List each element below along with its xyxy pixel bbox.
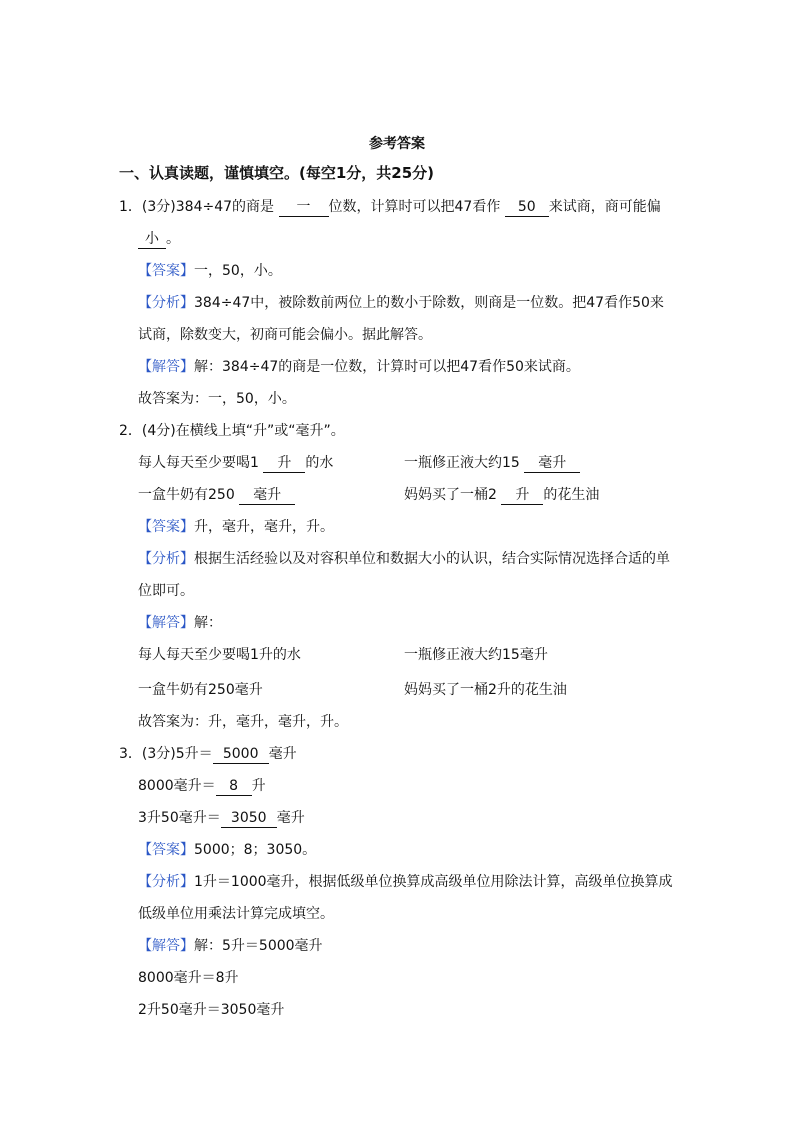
q2-blank: 升 [501,486,543,505]
q3-line [138,808,305,828]
q2-item-text: 的水 [305,455,334,471]
q2-score: (4分) [141,423,176,439]
q2-solution-item: 一盒牛奶有250毫升 [138,682,263,698]
q3-score: (3分) [141,746,176,762]
q3-text: 升 [251,778,266,794]
q1-blank-1: 一 [279,198,329,217]
q2-analysis [138,549,670,569]
q2-blank: 毫升 [239,486,295,505]
answer-tag: 【答案】 [138,263,194,279]
q2-item [404,453,580,473]
q3-analysis-text: 1升＝1000毫升，根据低级单位换算成高级单位用除法计算，高级单位换算成 [194,874,673,890]
q3-analysis [138,872,673,892]
q2-solution-item: 每人每天至少要喝1升的水 [138,647,301,663]
analysis-tag: 【分析】 [138,874,194,890]
q2-answer [138,517,334,537]
q3-line [138,776,266,796]
q1-number: 1． [119,199,142,215]
q1-stem [119,197,661,217]
answer-tag: 【答案】 [138,519,194,535]
q3-solution-line: 2升50毫升＝3050毫升 [138,1002,285,1018]
q1-analysis-text: 384÷47中，被除数前两位上的数小于除数，则商是一位数。把47看作50来 [194,295,664,311]
q2-conclusion: 故答案为：升，毫升，毫升，升。 [138,714,348,730]
q3-blank: 5000 [213,745,269,764]
q3-solution-text: 解：5升＝5000毫升 [194,938,323,954]
q1-text: 。 [166,231,180,247]
q3-stem [119,744,297,764]
q2-blank: 升 [263,454,305,473]
q2-solution [138,613,222,633]
q1-text: 来试商，商可能偏 [548,199,661,215]
solution-tag: 【解答】 [138,938,194,954]
q3-blank: 3050 [221,809,277,828]
q2-analysis-cont: 位即可。 [138,583,194,599]
q2-answer-text: 升，毫升，毫升，升。 [194,519,334,535]
q2-blank: 毫升 [524,454,580,473]
analysis-tag: 【分析】 [138,551,194,567]
q1-analysis-cont: 试商，除数变大，初商可能会偏小。据此解答。 [138,327,432,343]
q3-text: 5升＝ [175,746,213,762]
answer-tag: 【答案】 [138,842,194,858]
q2-solution-text: 解： [194,615,222,631]
q3-answer-text: 5000；8；3050。 [194,842,317,858]
q1-blank-2: 50 [505,198,549,217]
q2-analysis-text: 根据生活经验以及对容积单位和数据大小的认识，结合实际情况选择合适的单 [194,551,670,567]
q1-text: 位数，计算时可以把47看作 [328,199,501,215]
q1-text: 384÷47的商是 [175,199,275,215]
q3-blank: 8 [216,777,252,796]
q3-text: 8000毫升＝ [138,778,216,794]
q3-solution-line: 8000毫升＝8升 [138,970,239,986]
q2-item [138,453,333,473]
q1-score: (3分) [141,199,176,215]
solution-tag: 【解答】 [138,615,194,631]
q3-text: 毫升 [268,746,297,762]
q3-analysis-cont: 低级单位用乘法计算完成填空。 [138,906,334,922]
q1-solution [138,357,580,377]
q1-conclusion: 故答案为：一，50，小。 [138,391,296,407]
q2-item-text: 一盒牛奶有250 [138,487,235,503]
q3-answer [138,840,316,860]
q2-stem [119,421,345,441]
q2-solution-item: 一瓶修正液大约15毫升 [404,647,548,663]
q1-answer [138,261,282,281]
q2-solution-item: 妈妈买了一桶2升的花生油 [404,682,567,698]
q3-solution [138,936,323,956]
q1-solution-text: 解：384÷47的商是一位数，计算时可以把47看作50来试商。 [194,359,580,375]
q2-number: 2． [119,423,142,439]
section-heading: 一、认真读题，谨慎填空。(每空1分，共25分) [119,164,435,182]
q1-answer-text: 一，50，小。 [194,263,282,279]
q2-item [404,485,599,505]
q2-item-text: 一瓶修正液大约15 [404,455,520,471]
q2-item-text: 每人每天至少要喝1 [138,455,259,471]
q2-item-text: 妈妈买了一桶2 [404,487,497,503]
q2-item [138,485,295,505]
q2-item-text: 的花生油 [543,487,600,503]
page-title: 参考答案 [369,136,425,152]
analysis-tag: 【分析】 [138,295,194,311]
q3-text: 3升50毫升＝ [138,810,221,826]
q1-blank-3: 小 [138,230,166,249]
q2-text: 在横线上填“升”或“毫升”。 [175,423,345,439]
q3-text: 毫升 [276,810,305,826]
q1-analysis [138,293,664,313]
q1-stem-cont [138,229,180,249]
solution-tag: 【解答】 [138,359,194,375]
q3-number: 3． [119,746,142,762]
